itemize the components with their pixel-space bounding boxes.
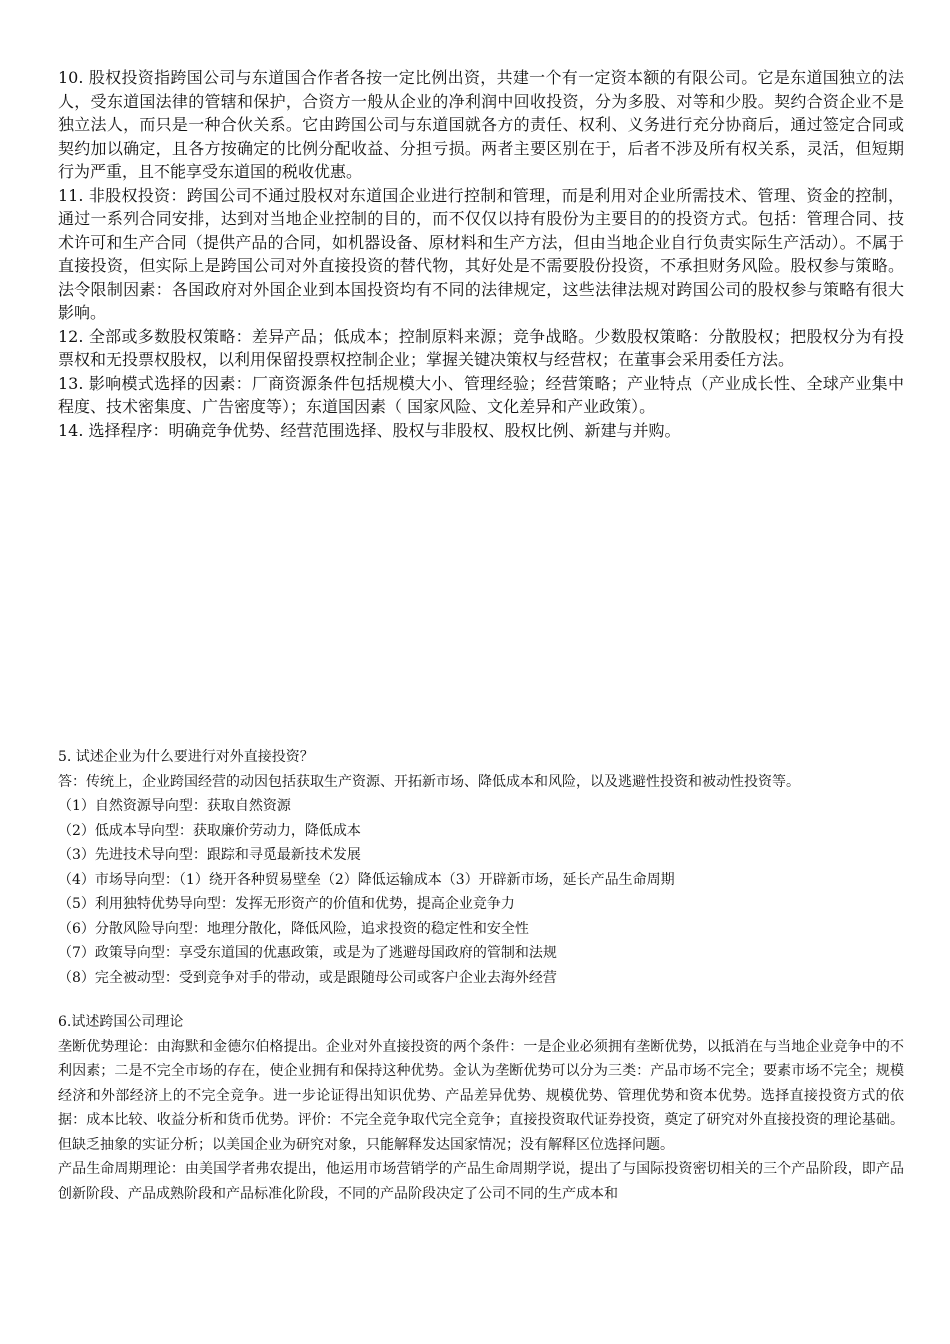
spacer (58, 990, 904, 1010)
question-6-paragraph-2: 产品生命周期理论：由美国学者弗农提出，他运用市场营销学的产品生命周期学说，提出了与国际投资密切相关的三个产品阶段，即产品创新阶段、产品成熟阶段和产品标准化阶段，不同的产品阶段决定了公司不同的生产成本和 (58, 1161, 904, 1202)
list-item: （3）先进技术导向型：跟踪和寻觅最新技术发展 (58, 847, 361, 863)
list-item: （6）分散风险导向型：地理分散化，降低风险，追求投资的稳定性和安全性 (58, 920, 529, 937)
paragraph-12: 12. 全部或多数股权策略：差异产品；低成本；控制原料来源；竞争战略。少数股权策略：分散股权；把股权分为有投票权和无投票权股权，以利用保留投票权控制企业；掌握关键决策权与经营权；在董事会采用委任方法。 (58, 326, 904, 369)
question-6-title: 6.试述跨国公司理论 (58, 1014, 184, 1030)
question-6-paragraph-1: 垄断优势理论：由海默和金德尔伯格提出。企业对外直接投资的两个条件：一是企业必须拥有垄断优势，以抵消在与当地企业竞争中的不利因素；二是不完全市场的存在，使企业拥有和保持这种优势。金认为垄断优势可以分为三类：产品市场不完全；要素市场不完全；规模经济和外部经济上的不完全竞争。进一步论证得出知识优势、产品差异优势、规模优势、管理优势和资本优势。选择直接投资方式的依据：成本比较、收益分析和货币优势。评价：不完全竞争取代完全竞争；直接投资取代证券投资，奠定了研究对外直接投资的理论基础。 但缺乏抽象的实证分析；以美国企业为研究对象，只能解释发达国家情况；没有解释区位选择问题。 (58, 1038, 904, 1153)
question-5-title: 5. 试述企业为什么要进行对外直接投资？ (58, 749, 314, 765)
list-item: （8）完全被动型：受到竞争对手的带动，或是跟随母公司或客户企业去海外经营 (58, 969, 557, 986)
paragraph-11: 11. 非股权投资：跨国公司不通过股权对东道国企业进行控制和管理，而是利用对企业所需技术、管理、资金的控制，通过一系列合同安排，达到对当地企业控制的目的，而不仅仅以持有股份为主要目的的投资方式。包括：管理合同、技术许可和生产合同（提供产品的合同，如机器设备、原材料和生产方法，但由当地企业自行负责实际生产活动）。不属于直接投资，但实际上是跨国公司对外直接投资的替代物，其好处是不需要股份投资，不承担财务风险。股权参与策略。法令限制因素：各国政府对外国企业到本国投资均有不同的法律规定，这些法律法规对跨国公司的股权参与策略有很大影响。 (58, 185, 904, 322)
list-item: （5）利用独特优势导向型：发挥无形资产的价值和优势，提高企业竞争力 (58, 896, 515, 912)
list-item: （1）自然资源导向型：获取自然资源 (58, 798, 291, 814)
section-questions (58, 745, 904, 1206)
paragraph-14: 14. 选择程序：明确竞争优势、经营范围选择、股权与非股权、股权比例、新建与并购。 (58, 420, 681, 440)
question-5-answer: 答：传统上，企业跨国经营的动因包括获取生产资源、开拓新市场、降低成本和风险，以及逃避性投资和被动性投资等。 (58, 773, 800, 790)
paragraph-10: 10. 股权投资指跨国公司与东道国合作者各按一定比例出资，共建一个有一定资本额的有限公司。它是东道国独立的法人，受东道国法律的管辖和保护，合资方一般从企业的净利润中回收投资，分为多股、对等和少股。契约合资企业不是独立法人，而只是一种合伙关系。它由跨国公司与东道国就各方的责任、权利、义务进行充分协商后，通过签定合同或契约加以确定，且各方按确定的比例分配收益、分担亏损。两者主要区别在于，后者不涉及所有权关系，灵活，但短期行为严重，且不能享受东道国的税收优惠。 (58, 68, 904, 181)
list-item: （4）市场导向型：（1）绕开各种贸易壁垒（2）降低运输成本（3）开辟新市场，延长产品生命周期 (58, 871, 675, 888)
list-item: （7）政策导向型：享受东道国的优惠政策，或是为了逃避母国政府的管制和法规 (58, 945, 557, 961)
list-item: （2）低成本导向型：获取廉价劳动力，降低成本 (58, 822, 361, 839)
paragraph-13: 13. 影响模式选择的因素：厂商资源条件包括规模大小、管理经验；经营策略；产业特点（产业成长性、全球产业集中程度、技术密集度、广告密度等）；东道国因素（ 国家风险、文化差异和产业政策）。 (58, 373, 904, 416)
section-equity-strategies (58, 66, 904, 442)
